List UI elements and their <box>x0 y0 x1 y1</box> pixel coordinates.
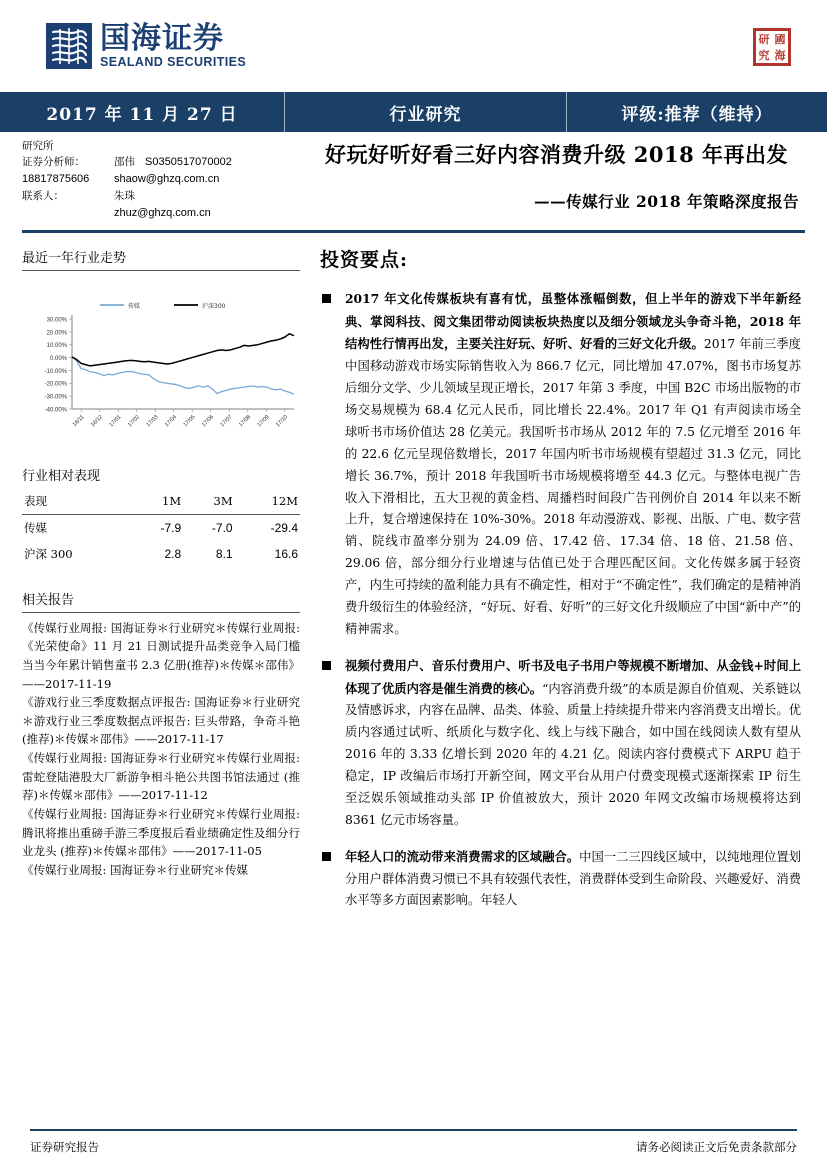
bullet-2-body: “内容消费升级”的本质是源自价值观、关系链以及情感诉求，内容在品牌、品类、体验、质量上持续提升带来内容消费支出增长。优质内容通过试听、纸质化与数字化、线上与线下融合，如中国在线阅读人数有望从 2016 年的 3.33 亿增长到 2020 年的 4.21 亿。阅读内容付费模式下 ARPU 趋于稳定，IP 改编后市场打开新空间，网文平台从用户付费变现模式逐渐探索 IP 衍生至泛娱乐领域推动头部 IP 价值被放大，预计 2020 年网文改编市场规模将达到 8361 亿元市场容量。 <box>345 681 801 827</box>
svg-text:10.00%: 10.00% <box>46 342 67 349</box>
col-metric: 表现 <box>22 488 132 515</box>
analyst-label: 证券分析师： <box>22 156 85 169</box>
svg-text:17/06: 17/06 <box>201 413 216 428</box>
company-logo <box>46 20 247 70</box>
bullet-text-3 <box>345 846 801 913</box>
svg-text:17/02: 17/02 <box>127 413 142 428</box>
footer-divider <box>30 1129 797 1131</box>
csi300-3m: 8.1 <box>215 546 233 561</box>
trend-heading: 最近一年行业走势 <box>22 250 127 266</box>
seal-char-3: 究 <box>758 48 770 62</box>
page-footer <box>0 1129 827 1169</box>
svg-text:17/03: 17/03 <box>145 413 160 428</box>
table-header-row <box>22 488 300 515</box>
investment-bullet-3 <box>320 846 801 913</box>
report-category: 行业研究 <box>285 92 567 132</box>
related-reports-heading: 相关报告 <box>22 592 75 608</box>
csi300-12m: 16.6 <box>274 546 298 561</box>
title-block <box>300 132 827 222</box>
analyst-phone: 18817875606 <box>22 173 90 186</box>
col-12m: 12M <box>235 488 300 515</box>
svg-text:-40.00%: -40.00% <box>44 407 67 414</box>
svg-text:17/10: 17/10 <box>275 413 290 428</box>
performance-table <box>22 488 300 567</box>
svg-text:16/11: 16/11 <box>71 413 86 428</box>
body-columns <box>0 233 827 927</box>
performance-heading: 行业相对表现 <box>22 468 101 484</box>
table-row <box>22 541 300 567</box>
seal-char-1: 研 <box>758 32 770 46</box>
report-date: 2017 年 11 月 27 日 <box>0 92 285 132</box>
svg-text:0.00%: 0.00% <box>49 355 67 362</box>
sealand-logo-icon <box>46 23 92 69</box>
svg-text:20.00%: 20.00% <box>46 329 67 336</box>
page-title: 好玩好听好看三好内容消费升级 2018 年再出发 <box>324 142 789 167</box>
svg-text:30.00%: 30.00% <box>46 317 67 324</box>
bullet-1-bold: 2017 年文化传媒板块有喜有忧，虽整体涨幅倒数，但上半年的游戏下半年新经典、掌阅科技、阅文集团带动阅读板块热度以及细分领域龙头争奇斗艳，2018 年结构性行情再出发，主要关注好玩、好听、好看的三好文化升级。 <box>345 290 801 352</box>
industry-trend-chart <box>22 283 300 451</box>
row-label-media: 传媒 <box>24 520 47 535</box>
bullet-2-bold: 视频付费用户、音乐付费用户、听书及电子书用户等规模不断增加、从金钱+时间上体现了优质内容是催生消费的核心。 <box>345 657 801 696</box>
contact-label: 联系人： <box>22 190 64 203</box>
page-subtitle: ——传媒行业 2018 年策略深度报告 <box>534 192 799 212</box>
bullet-text-2 <box>345 655 801 832</box>
col-1m: 1M <box>132 488 183 515</box>
svg-text:传媒: 传媒 <box>128 302 141 310</box>
row-label-csi300: 沪深 300 <box>24 546 73 561</box>
list-item[interactable]: 《传媒行业周报: 国海证券＊行业研究＊传媒行业周报:《光荣使命》11 月 21 日测试提升品类竞争入局门槛当当今年累计销售童书 2.3 亿册(推荐)＊传媒＊邵伟》——2017-11-19 <box>22 620 300 691</box>
list-item[interactable]: 《传媒行业周报: 国海证券＊行业研究＊传媒行业周报: 腾讯将推出重磅手游三季度报后看业绩确定性及细分行业龙头 (推荐)＊传媒＊邵伟》——2017-11-05 <box>22 806 300 859</box>
csi300-1m: 2.8 <box>164 546 182 561</box>
table-row <box>22 514 300 541</box>
svg-text:-10.00%: -10.00% <box>44 368 67 375</box>
svg-text:-20.00%: -20.00% <box>44 381 67 388</box>
investment-heading: 投资要点: <box>320 248 409 271</box>
red-seal-icon <box>753 28 791 66</box>
media-1m: -7.9 <box>160 520 182 535</box>
seal-char-2: 國 <box>774 32 786 46</box>
svg-text:17/08: 17/08 <box>238 413 253 428</box>
analyst-license: S0350517070002 <box>145 156 232 169</box>
list-item[interactable]: 《游戏行业三季度数据点评报告: 国海证券＊行业研究＊游戏行业三季度数据点评报告: 巨头带路，争奇斗艳(推荐)＊传媒＊邵伟》——2017-11-17 <box>22 695 300 747</box>
svg-text:16/12: 16/12 <box>90 413 105 428</box>
investment-bullet-1 <box>320 288 801 641</box>
right-column <box>312 233 827 927</box>
bullet-3-bold: 年轻人口的流动带来消费需求的区域融合。 <box>345 848 580 864</box>
svg-text:17/04: 17/04 <box>164 413 179 428</box>
col-3m: 3M <box>183 488 234 515</box>
footer-left-text: 证券研究报告 <box>30 1140 99 1154</box>
related-reports-list <box>22 619 300 880</box>
investment-bullet-2 <box>320 655 801 832</box>
svg-text:17/09: 17/09 <box>256 413 271 428</box>
bullet-square-icon <box>322 294 331 303</box>
contact-email[interactable]: zhuz@ghzq.com.cn <box>114 206 211 219</box>
institute-label: 研究所 <box>22 140 54 152</box>
left-column <box>0 233 312 927</box>
company-name-en: SEALAND SECURITIES <box>100 55 247 70</box>
list-item[interactable]: 《传媒行业周报: 国海证券＊行业研究＊传媒行业周报: 雷蛇登陆港股大厂新游争相斗艳公共图书馆法通过 (推荐)＊传媒＊邵伟》——2017-11-12 <box>22 751 300 803</box>
report-rating: 评级:推荐（维持） <box>621 104 773 125</box>
bullet-text-1 <box>345 288 801 641</box>
analyst-name: 邵伟 <box>114 156 135 169</box>
company-name-cn: 国海证券 <box>100 20 224 56</box>
bullet-square-icon <box>322 852 331 861</box>
trend-divider <box>22 270 300 271</box>
bullet-square-icon <box>322 661 331 670</box>
contact-name: 朱珠 <box>114 190 135 203</box>
header-bar <box>0 92 827 132</box>
bullet-3-body: 中国一二三四线区域中，以纯地理位置划分用户群体消费习惯已不具有较强代表性，消费群体受到生命阶段、兴趣爱好、消费水平等多方面因素影响。年轻人 <box>345 849 801 908</box>
title-section <box>0 132 827 222</box>
media-3m: -7.0 <box>211 520 233 535</box>
related-divider <box>22 612 300 613</box>
bullet-1-body: 2017 年前三季度中国移动游戏市场实际销售收入为 866.7 亿元，同比增加 47.07%，图书市场复苏后细分文学、少儿领域呈现正增长，2017 年第 3 季度，中国 B2C 市场出版物的市场交易规模为 68.4 亿元人民币，同比增长 22.4%。2017 年 Q1 有声阅读市场全球听书市场价值达 28 亿美元。我国听书市场从 2012 年的 7.5 亿元增至 2016 年的 22.6 亿元呈现倍数增长，2017 年国内听书市场规模有望超过 31.3 亿元，同比增长 36.7%，预计 2018 年我国听书市场规模将增至 44.3 亿元。与整体电视广告收入下滑相比，五大卫视的黄金档、周播档时间段广告刊例价自 2014 年以来不断上升，复合增速保持在 10%-30%。2018 年动漫游戏、影视、出版、广电、数字营销、院线市盈率分别为 24.09 倍、17.42 倍、17.34 倍、18 倍、21.58 倍、29.06 倍，部分细分行业增速与估值已处于合理匹配区间。文化传媒多属于轻资产，内生可持续的盈利能力具有不确定性，相对于“不确定性”，我们确定的是精神消费升级衍生的体验经济，“好玩、好看、好听”的三好文化升级顺应了中国“新中产”的精神需求。 <box>345 337 801 636</box>
masthead <box>0 0 827 92</box>
media-12m: -29.4 <box>270 520 298 535</box>
footer-right-text: 请务必阅读正文后免责条款部分 <box>636 1140 797 1154</box>
svg-text:-30.00%: -30.00% <box>44 394 67 401</box>
svg-text:沪深300: 沪深300 <box>202 302 226 310</box>
analyst-info <box>0 132 300 222</box>
seal-char-4: 海 <box>774 48 786 62</box>
analyst-email[interactable]: shaow@ghzq.com.cn <box>114 173 220 186</box>
svg-text:17/07: 17/07 <box>219 413 234 428</box>
list-item[interactable]: 《传媒行业周报: 国海证券＊行业研究＊传媒 <box>22 862 249 877</box>
svg-text:17/05: 17/05 <box>182 413 197 428</box>
svg-text:17/01: 17/01 <box>108 413 123 428</box>
